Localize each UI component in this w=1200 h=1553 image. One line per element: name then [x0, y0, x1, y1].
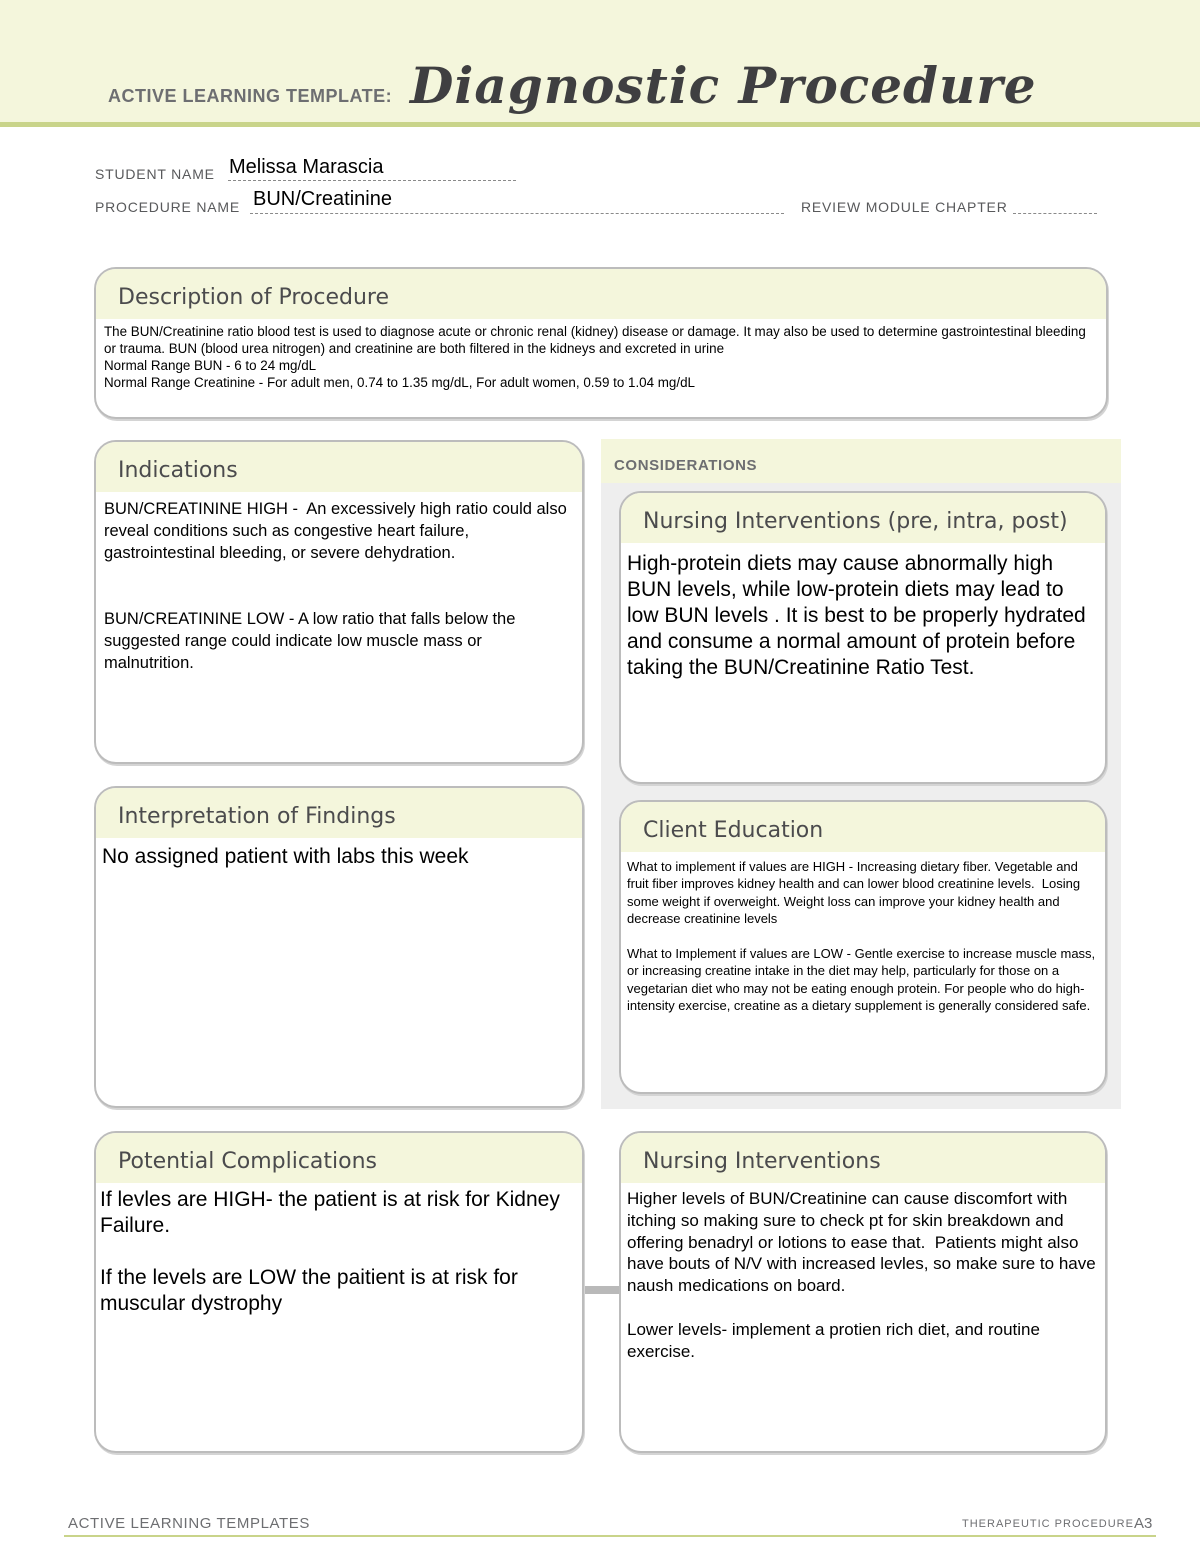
client-education-box: [619, 800, 1107, 1094]
nursing-pre-intra-post-title: Nursing Interventions (pre, intra, post): [621, 493, 1105, 543]
procedure-name-line: [250, 213, 784, 214]
footer-right-label: THERAPEUTIC PROCEDURE: [962, 1518, 1134, 1530]
procedure-name-field[interactable]: BUN/Creatinine: [253, 188, 392, 210]
indications-title: Indications: [96, 442, 582, 492]
student-name-line: [228, 180, 516, 181]
review-module-field[interactable]: [1013, 213, 1097, 214]
description-box: [94, 267, 1108, 419]
connector-bar: [584, 1286, 622, 1294]
footer-left-label: ACTIVE LEARNING TEMPLATES: [68, 1515, 310, 1532]
client-education-text[interactable]: What to implement if values are HIGH - Increasing dietary fiber. Vegetable and fruit fiber improves kidney health and can lower blood creatinine levels. Losing some weight if overweight. Weight loss can improve your kidney health and decrease creatinine levels What to Implement if values are LOW - Gentle exercise to increase muscle mass, or increasing creatine intake in the diet may help, particularly for those on a vegetarian diet who may not be eating enough protein. For people who do high-intensity exercise, creatine as a dietary supplement is generally considered safe.: [627, 859, 1096, 1014]
nursing-interventions-title: Nursing Interventions: [621, 1133, 1105, 1183]
description-text[interactable]: The BUN/Creatinine ratio blood test is used to diagnose acute or chronic renal (kidney) disease or damage. It may also be used to determine gastrointestinal bleeding or trauma. BUN (blood urea nitrogen) and creatinine are both filtered in the kidneys and excreted in urine Normal Range BUN - 6 to 24 mg/dL Normal Range Creatinine - For adult men, 0.74 to 1.35 mg/dL, For adult women, 0.59 to 1.04 mg/dL: [104, 324, 1086, 390]
interpretation-box: [94, 786, 584, 1108]
complications-text[interactable]: If levles are HIGH- the patient is at risk for Kidney Failure. If the levels are LOW the paitient is at risk for muscular dystrophy: [100, 1188, 560, 1315]
client-education-title: Client Education: [621, 802, 1105, 852]
review-module-label: REVIEW MODULE CHAPTER: [801, 199, 1008, 215]
description-title: Description of Procedure: [96, 269, 1106, 319]
page-title: Diagnostic Procedure: [410, 56, 1037, 115]
considerations-label: CONSIDERATIONS: [614, 457, 758, 474]
nursing-pre-intra-post-box: [619, 491, 1107, 784]
template-label: ACTIVE LEARNING TEMPLATE:: [108, 86, 393, 106]
indications-text[interactable]: BUN/CREATININE HIGH - An excessively high ratio could also reveal conditions such as congestive heart failure, gastrointestinal bleeding, or severe dehydration. BUN/CREATININE LOW - A low ratio that falls below the suggested range could indicate low muscle mass or malnutrition.: [104, 500, 567, 672]
student-name-label: STUDENT NAME: [95, 166, 215, 182]
nursing-interventions-text[interactable]: Higher levels of BUN/Creatinine can cause discomfort with itching so making sure to check pt for skin breakdown and offering benadryl or lotions to ease that. Patients might also have bouts of N/V with increased levles, so make sure to have naush medications on board. Lower levels- implement a protien rich diet, and routine exercise.: [627, 1189, 1096, 1361]
indications-box: [94, 440, 584, 764]
interpretation-text[interactable]: No assigned patient with labs this week: [102, 845, 469, 868]
complications-title: Potential Complications: [96, 1133, 582, 1183]
procedure-name-label: PROCEDURE NAME: [95, 199, 240, 215]
student-name-field[interactable]: Melissa Marascia: [229, 156, 384, 178]
interpretation-title: Interpretation of Findings: [96, 788, 582, 838]
nursing-interventions-box: [619, 1131, 1107, 1453]
header-divider: [0, 122, 1200, 127]
nursing-pre-intra-post-text[interactable]: High-protein diets may cause abnormally high BUN levels, while low-protein diets may lead to low BUN levels . It is best to be properly hydrated and consume a normal amount of protein before taking the BUN/Creatinine Ratio Test.: [627, 552, 1092, 679]
page-number: A3: [1134, 1515, 1153, 1532]
complications-box: [94, 1131, 584, 1453]
footer-divider: [64, 1535, 1156, 1537]
